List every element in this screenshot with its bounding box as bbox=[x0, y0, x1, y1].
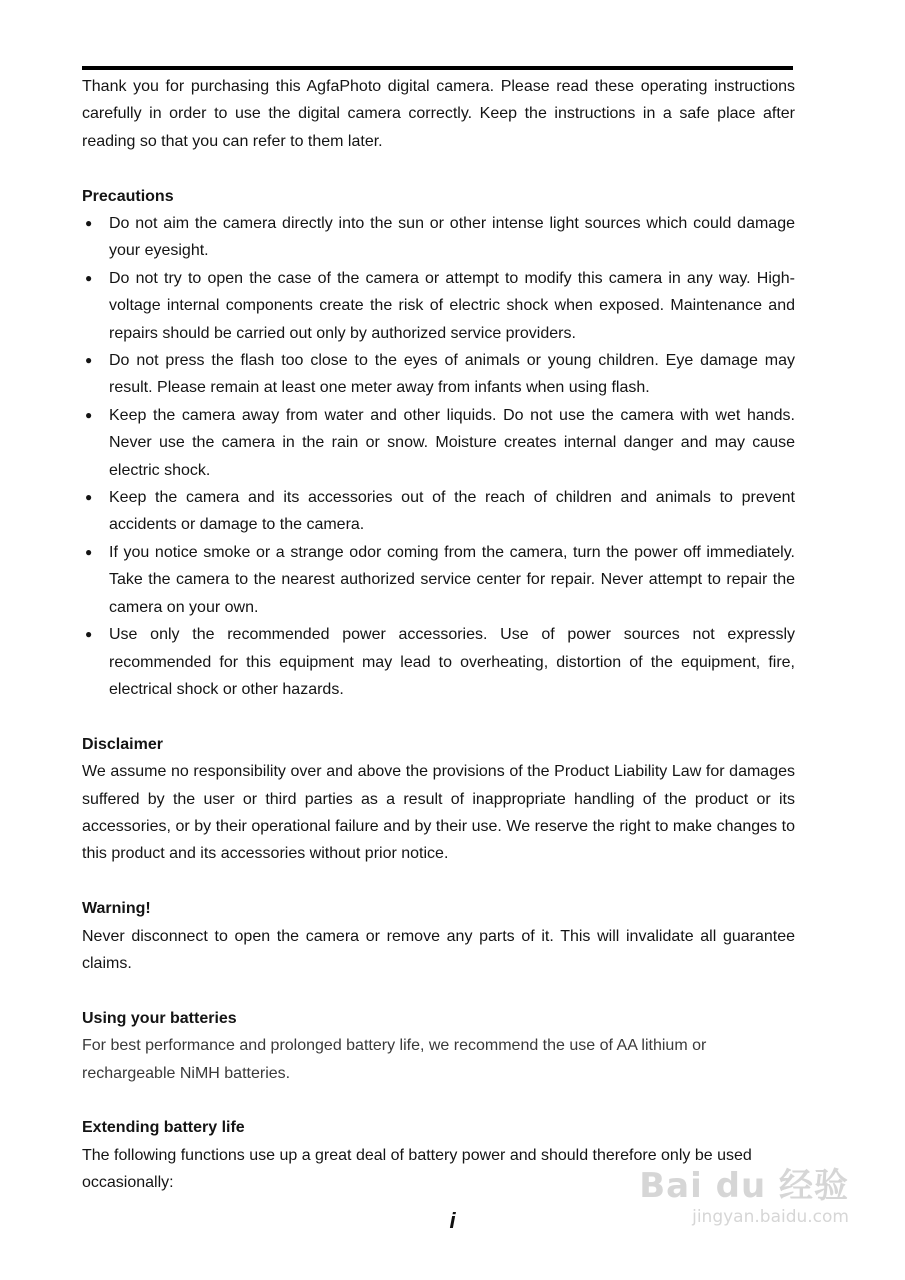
disclaimer-heading: Disclaimer bbox=[82, 735, 163, 753]
disclaimer-text: We assume no responsibility over and above the provisions of the Product Liability Law for damages suffered by the user or third parties as a result of inappropriate handling of the product or its accessories, or by their operational failure and by their use. We reserve the right to make changes to this product and its accessories without prior notice. bbox=[82, 763, 795, 863]
bullet-icon: ● bbox=[85, 216, 93, 231]
list-item: ● If you notice smoke or a strange odor coming from the camera, turn the power off immediately. Take the camera to the nearest authorized service center for repair. Never attempt to repair the camera on your own. bbox=[82, 539, 795, 621]
bullet-icon: ● bbox=[85, 270, 93, 285]
watermark-url: jingyan.baidu.com bbox=[692, 1207, 849, 1227]
page-number: i bbox=[449, 1208, 456, 1233]
precautions-list bbox=[82, 210, 795, 703]
list-item: ● Do not aim the camera directly into the sun or other intense light sources which could damage your eyesight. bbox=[82, 210, 795, 265]
battery-life-heading: Extending battery life bbox=[82, 1119, 245, 1137]
bullet-icon: ● bbox=[85, 490, 93, 505]
list-item: ● Keep the camera and its accessories out of the reach of children and animals to prevent accidents or damage to the camera. bbox=[82, 484, 795, 539]
battery-life-text: The following functions use up a great deal of battery power and should therefore only be used occasionally: bbox=[82, 1146, 752, 1192]
list-item: ● Keep the camera away from water and other liquids. Do not use the camera with wet hands. Never use the camera in the rain or snow. Moisture creates internal danger and may cause electric shock. bbox=[82, 402, 795, 484]
watermark-logo: Bai du 经验 bbox=[639, 1166, 849, 1206]
warning-text: Never disconnect to open the camera or remove any parts of it. This will invalidate all guarantee claims. bbox=[82, 927, 795, 972]
list-item: ● Do not press the flash too close to the eyes of animals or young children. Eye damage may result. Please remain at least one meter away from infants when using flash. bbox=[82, 347, 795, 402]
warning-heading: Warning! bbox=[82, 900, 151, 918]
batteries-text: For best performance and prolonged battery life, we recommend the use of AA lithium or rechargeable NiMH batteries. bbox=[82, 1037, 707, 1082]
precautions-section bbox=[82, 183, 795, 704]
document-body bbox=[82, 73, 795, 1197]
precautions-heading: Precautions bbox=[82, 187, 174, 205]
bullet-icon: ● bbox=[85, 627, 93, 642]
list-item: ● Use only the recommended power accessories. Use of power sources not expressly recommended for this equipment may lead to overheating, distortion of the equipment, fire, electrical shock or other hazards. bbox=[82, 621, 795, 703]
watermark bbox=[639, 1166, 849, 1228]
top-rule bbox=[82, 66, 793, 70]
disclaimer-section bbox=[82, 731, 795, 868]
intro-paragraph: Thank you for purchasing this AgfaPhoto digital camera. Please read these operating instructions carefully in order to use the digital camera correctly. Keep the instructions in a safe place after reading so that you can refer to them later. bbox=[82, 78, 795, 150]
bullet-icon: ● bbox=[85, 544, 93, 559]
batteries-heading: Using your batteries bbox=[82, 1009, 237, 1027]
batteries-section bbox=[82, 1005, 795, 1087]
bullet-icon: ● bbox=[85, 353, 93, 368]
list-item: ● Do not try to open the case of the camera or attempt to modify this camera in any way. High-voltage internal components create the risk of electric shock when exposed. Maintenance and repairs should be carried out only by authorized service providers. bbox=[82, 265, 795, 347]
warning-section bbox=[82, 895, 795, 977]
bullet-icon: ● bbox=[85, 407, 93, 422]
